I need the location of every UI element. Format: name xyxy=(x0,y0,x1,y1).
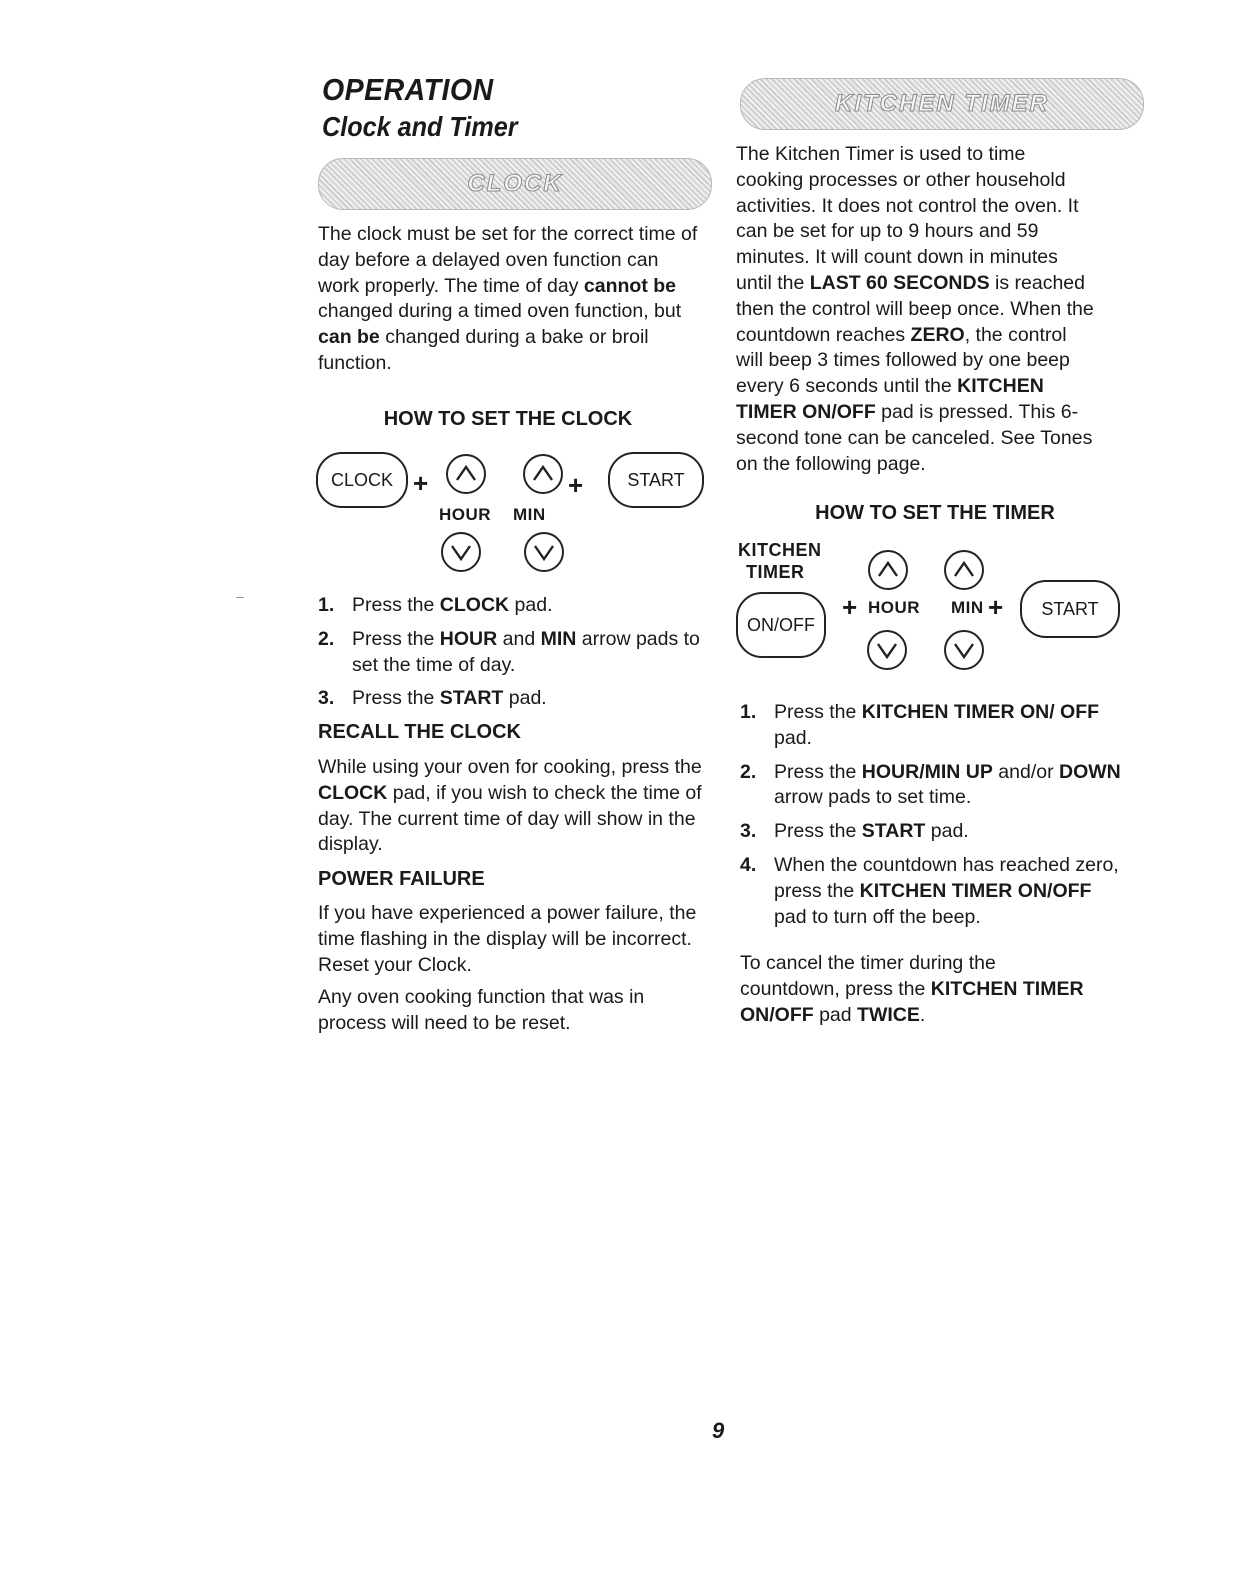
kitchen-timer-banner-label: KITCHEN TIMER xyxy=(835,90,1049,117)
how-to-set-clock-heading: HOW TO SET THE CLOCK xyxy=(383,408,633,430)
min-up-arrow-icon[interactable] xyxy=(523,454,563,494)
text: pad to turn off the beep. xyxy=(774,905,981,928)
clock-banner-label: CLOCK xyxy=(467,170,563,197)
text: Press the xyxy=(352,687,440,710)
bold-text: TWICE xyxy=(857,1003,920,1026)
clock-steps xyxy=(318,593,703,720)
text: While using your oven for cooking, press the xyxy=(318,756,702,778)
bold-text: HOUR/MIN UP xyxy=(861,760,993,783)
plus-sign: + xyxy=(988,592,1004,622)
recall-paragraph xyxy=(318,755,703,858)
power-failure-heading: POWER FAILURE xyxy=(318,868,485,890)
list-item xyxy=(318,593,703,619)
text: Press the xyxy=(352,594,440,616)
min-down-arrow-icon[interactable] xyxy=(524,532,564,572)
power-failure-note: Any oven cooking function that was in process will need to be reset. xyxy=(318,986,645,1034)
clock-banner xyxy=(318,158,712,210)
timer-steps xyxy=(740,700,1125,938)
text: is reached then the control will beep once. When the countdown reaches xyxy=(736,271,1094,346)
hour-down-arrow-icon[interactable] xyxy=(867,630,907,670)
plus-sign: + xyxy=(842,592,858,622)
list-item xyxy=(740,853,1125,930)
text: pad. xyxy=(925,820,969,843)
bold-text: KITCHEN TIMER ON/OFF xyxy=(740,977,1084,1026)
bold-text: ZERO xyxy=(910,323,965,346)
plus-sign: + xyxy=(568,470,584,500)
list-item xyxy=(740,700,1125,752)
how-to-set-timer-heading: HOW TO SET THE TIMER xyxy=(815,502,1055,524)
list-item xyxy=(318,686,703,712)
text: pad xyxy=(813,1003,858,1026)
step-number: 3. xyxy=(318,687,335,710)
text: and/or xyxy=(992,760,1060,783)
bold-text: CLOCK xyxy=(318,781,388,804)
text: changed during a bake or broil function. xyxy=(318,326,649,374)
bold-text: MIN xyxy=(540,627,577,650)
min-label: MIN xyxy=(513,505,546,524)
hour-up-arrow-icon[interactable] xyxy=(868,550,908,590)
page-number: 9 xyxy=(712,1418,725,1443)
cancel-timer-paragraph xyxy=(740,951,1100,1028)
text: Press the xyxy=(774,820,862,843)
min-up-arrow-icon[interactable] xyxy=(944,550,984,590)
step-number: 4. xyxy=(740,853,757,876)
text: . xyxy=(919,1003,926,1026)
list-item xyxy=(318,627,703,679)
section-subtitle: Clock and Timer xyxy=(322,111,518,142)
recall-heading: RECALL THE CLOCK xyxy=(318,721,521,743)
kitchen-label: KITCHEN xyxy=(738,540,822,560)
text: To cancel the timer during the countdown, press the xyxy=(740,952,996,1000)
bold-text: KITCHEN TIMER ON/OFF xyxy=(859,879,1092,902)
min-down-arrow-icon[interactable] xyxy=(944,630,984,670)
text: When the countdown has reached zero, press the xyxy=(774,853,1119,902)
section-title: OPERATION xyxy=(322,72,494,107)
power-failure-paragraph: If you have experienced a power failure, the time flashing in the display will be incorrect. Reset your Clock. xyxy=(318,902,697,976)
hour-down-arrow-icon[interactable] xyxy=(441,532,481,572)
bold-text: KITCHEN TIMER ON/OFF xyxy=(736,375,1044,423)
plus-sign: + xyxy=(413,468,429,498)
text: changed during a timed oven function, but xyxy=(318,300,682,323)
start-pad[interactable]: START xyxy=(608,452,704,508)
kitchen-timer-banner xyxy=(740,78,1144,130)
list-item xyxy=(740,760,1125,812)
bold-text: KITCHEN TIMER ON/ OFF xyxy=(861,701,1100,723)
clock-intro xyxy=(318,222,698,377)
step-number: 2. xyxy=(740,760,757,783)
text: arrow pads to set the time of day. xyxy=(352,627,700,676)
scan-mark xyxy=(236,597,244,598)
timer-pad-diagram xyxy=(736,538,1141,678)
bold-text: cannot be xyxy=(583,274,676,297)
text: Press the xyxy=(774,701,862,723)
step-number: 2. xyxy=(318,627,335,650)
step-number: 1. xyxy=(740,701,757,723)
kitchen-timer-onoff-pad[interactable]: ON/OFF xyxy=(736,592,826,658)
bold-text: START xyxy=(439,687,504,710)
text: The clock must be set for the correct time of day before a delayed oven function can work properly. The time of day xyxy=(318,223,698,297)
clock-pad-diagram xyxy=(316,448,711,578)
hour-up-arrow-icon[interactable] xyxy=(446,454,486,494)
min-label: MIN xyxy=(951,598,984,617)
text: pad is pressed. This 6-second tone can be canceled. See Tones on the following page. xyxy=(736,400,1093,475)
bold-text: CLOCK xyxy=(439,594,510,616)
step-number: 3. xyxy=(740,820,757,843)
timer-intro xyxy=(736,142,1096,477)
text: pad. xyxy=(774,726,812,749)
text: arrow pads to set time. xyxy=(774,786,972,809)
bold-text: can be xyxy=(318,326,380,349)
hour-label: HOUR xyxy=(868,598,921,617)
bold-text: START xyxy=(861,820,926,843)
bold-text: DOWN xyxy=(1059,760,1121,783)
bold-text: LAST 60 SECONDS xyxy=(809,271,990,294)
hour-label: HOUR xyxy=(439,505,492,524)
text: Press the xyxy=(774,760,862,783)
text: pad. xyxy=(503,687,547,710)
step-number: 1. xyxy=(318,594,335,616)
text: Press the xyxy=(352,627,440,650)
timer-label: TIMER xyxy=(746,562,805,582)
text: pad, if you wish to check the time of day. The current time of day will show in the display. xyxy=(318,781,702,856)
text: and xyxy=(497,627,541,650)
clock-pad[interactable]: CLOCK xyxy=(316,452,408,508)
text: The Kitchen Timer is used to time cooking processes or other household activities. It does not control the oven. It can be set for up to 9 hours and 59 minutes. It will count down in minutes until the xyxy=(736,143,1079,294)
text: pad. xyxy=(509,594,553,616)
list-item xyxy=(740,819,1125,845)
bold-text: HOUR xyxy=(439,627,498,650)
start-pad[interactable]: START xyxy=(1020,580,1120,638)
text: , the control will beep 3 times followed by one beep every 6 seconds until the xyxy=(736,323,1070,398)
